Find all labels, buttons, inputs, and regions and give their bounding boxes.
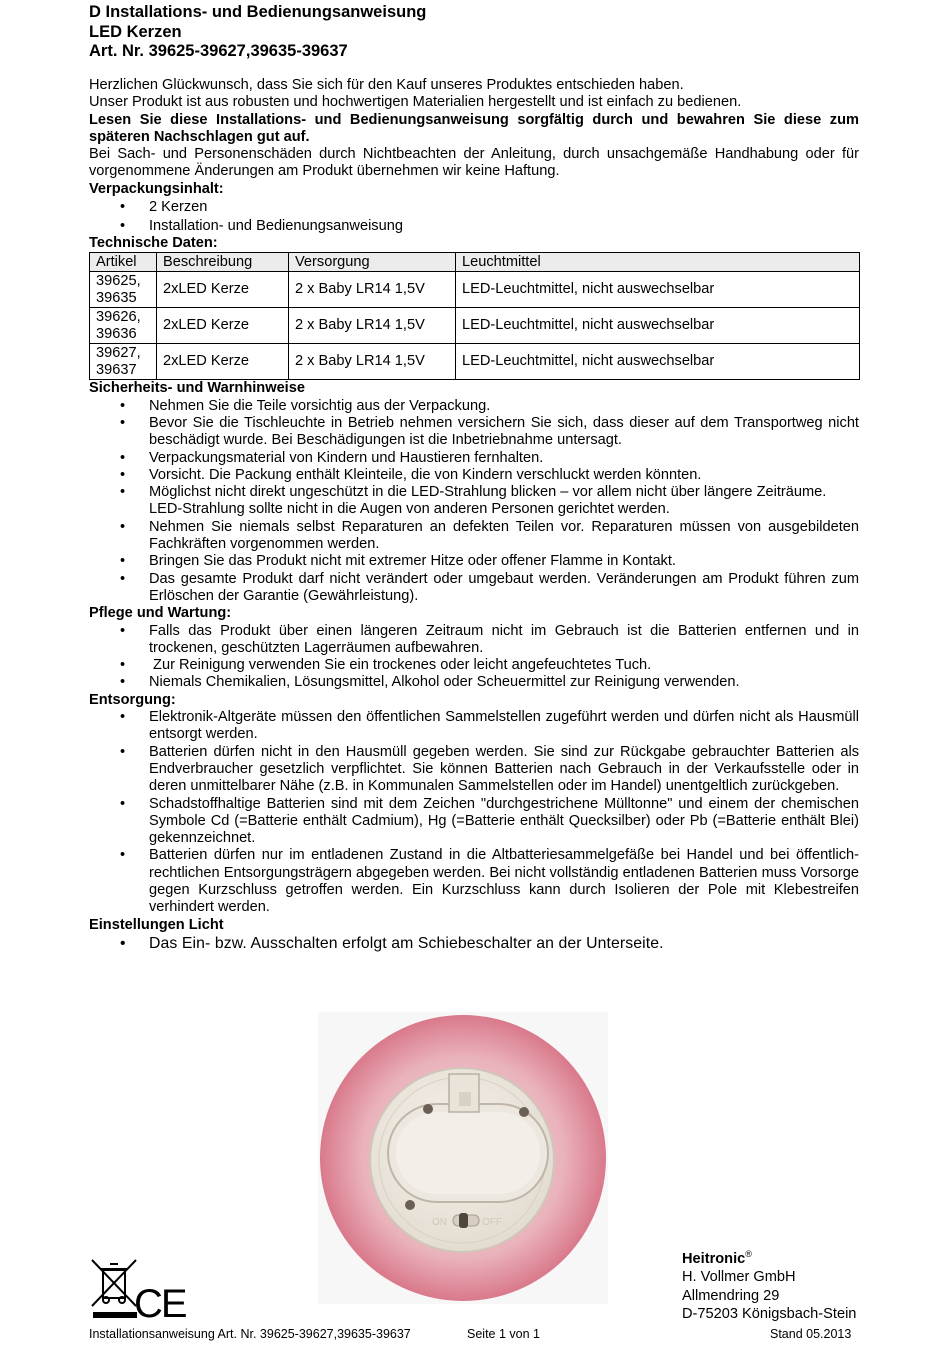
table-cell-article — [90, 308, 157, 344]
article-number: 39636 — [96, 325, 137, 342]
intro-paragraph-2: Unser Produkt ist aus robusten und hochwertigen Materialien hergestellt und ist einfach zu bedienen. — [89, 94, 742, 111]
disposal-list — [89, 709, 859, 917]
table-row — [90, 344, 860, 380]
article-number: 39635 — [96, 289, 137, 306]
company-street: Allmendring 29 — [682, 1287, 780, 1304]
package-heading: Verpackungsinhalt: — [89, 180, 224, 197]
document-body — [89, 77, 859, 954]
list-item: • Nehmen Sie die Teile vorsichtig aus der Verpackung. — [89, 398, 859, 415]
list-item: • Niemals Chemikalien, Lösungsmittel, Alkohol oder Scheuermittel zur Reinigung verwenden. — [89, 674, 859, 691]
document-title — [89, 3, 426, 62]
table-row — [90, 308, 860, 344]
table-cell-supply: 2 x Baby LR14 1,5V — [289, 272, 456, 308]
table-header-cell: Beschreibung — [157, 253, 289, 272]
table-header-cell: Versorgung — [289, 253, 456, 272]
brand-name: Heitronic — [682, 1250, 746, 1267]
table-cell-light: LED-Leuchtmittel, nicht auswechselbar — [456, 344, 860, 380]
registered-mark: ® — [745, 1249, 752, 1259]
list-item: • Schadstoffhaltige Batterien sind mit dem Zeichen "durchgestrichene Mülltonne" und einem der chemischen Symbole Cd (=Batterie enthält Cadmium), Hg (=Batterie enthält Quecksilber) oder Pb (=Batterie enthält Blei) gekennzeichnet. — [89, 796, 859, 848]
footer-date: Stand 05.2013 — [770, 1327, 852, 1341]
footer-page-number: Seite 1 von 1 — [467, 1327, 540, 1341]
package-item: • Installation- und Bedienungsanweisung — [89, 217, 859, 236]
care-heading: Pflege und Wartung: — [89, 605, 232, 622]
tech-table — [89, 252, 860, 380]
intro-paragraph-3: Lesen Sie diese Installations- und Bedienungsanweisung sorgfältig durch und bewahren Sie diese zum späteren Nachschlagen gut auf. — [89, 111, 859, 145]
company-name: H. Vollmer GmbH — [682, 1269, 796, 1286]
list-item: • Bevor Sie die Tischleuchte in Betrieb nehmen versichern Sie sich, dass dieser auf dem Transportweg nicht beschädigt wurde. Bei Beschädigungen ist die Inbetriebnahme untersagt. — [89, 415, 859, 450]
list-item: • Bringen Sie das Produkt nicht mit extremer Hitze oder offener Flamme in Kontakt. — [89, 553, 859, 570]
switch-off-label: OFF — [482, 1217, 502, 1228]
candle-bottom-illustration — [318, 1012, 608, 1304]
company-address — [682, 1245, 856, 1324]
light-list — [89, 934, 859, 954]
intro-paragraph-4: Bei Sach- und Personenschäden durch Nichtbeachten der Anleitung, durch unsachgemäße Handhabung oder für vorgenommene Änderungen am Produkt übernehmen wir keine Haftung. — [89, 146, 859, 180]
package-item: • 2 Kerzen — [89, 198, 859, 217]
disposal-heading: Entsorgung: — [89, 691, 176, 708]
company-brand — [682, 1245, 856, 1268]
list-item: • Möglichst nicht direkt ungeschützt in die LED-Strahlung blicken – vor allem nicht über längere Zeiträume. LED-Strahlung sollte nicht in die Augen von anderen Personen gerichtet werden. — [89, 484, 859, 519]
table-cell-light: LED-Leuchtmittel, nicht auswechselbar — [456, 308, 860, 344]
table-cell-supply: 2 x Baby LR14 1,5V — [289, 344, 456, 380]
safety-list — [89, 398, 859, 606]
tech-heading: Technische Daten: — [89, 235, 218, 252]
list-item: • Vorsicht. Die Packung enthält Kleinteile, die von Kindern verschluckt werden könnten. — [89, 467, 859, 484]
title-line-3: Art. Nr. 39625-39627,39635-39637 — [89, 42, 348, 60]
footer-left: Installationsanweisung Art. Nr. 39625-39627,39635-39637 — [89, 1327, 411, 1341]
list-item: • Batterien dürfen nicht in den Hausmüll gegeben werden. Sie sind zur Rückgabe gebrauchter Batterien als Endverbraucher gesetzlich verpflichtet. Sie können Batterien nach Gebrauch in der Verkaufsstelle oder in deren unmittelbarer Nähe (z.B. in Kommunalen Sammelstellen oder im Handel) unentgeltlich zurückgeben. — [89, 744, 859, 796]
light-heading: Einstellungen Licht — [89, 916, 224, 933]
table-row — [90, 272, 860, 308]
table-cell-supply: 2 x Baby LR14 1,5V — [289, 308, 456, 344]
safety-heading: Sicherheits- und Warnhinweise — [89, 380, 305, 397]
list-item: • Falls das Produkt über einen längeren Zeitraum nicht im Gebrauch ist die Batterien entfernen und in trockenen, geschützten Lagerräumen aufbewahren. — [89, 623, 859, 658]
table-cell-description: 2xLED Kerze — [157, 344, 289, 380]
care-list — [89, 623, 859, 692]
article-number: 39627, — [96, 344, 141, 361]
package-list — [89, 198, 859, 235]
list-item: • Zur Reinigung verwenden Sie ein trockenes oder leicht angefeuchtetes Tuch. — [89, 657, 859, 674]
table-cell-description: 2xLED Kerze — [157, 308, 289, 344]
title-line-1: D Installations- und Bedienungsanweisung — [89, 3, 427, 21]
switch-on-label: ON — [432, 1217, 447, 1228]
article-number: 39637 — [96, 361, 137, 378]
compliance-logos — [90, 1258, 190, 1328]
list-item: • Nehmen Sie niemals selbst Reparaturen an defekten Teilen vor. Reparaturen müssen von ausgebildeten Fachkräften vorgenommen werden. — [89, 519, 859, 554]
ce-mark-icon: CE — [134, 1282, 186, 1326]
table-header-cell: Artikel — [90, 253, 157, 272]
list-item: • Elektronik-Altgeräte müssen den öffentlichen Sammelstellen zugeführt werden und dürfen nicht als Hausmüll entsorgt werden. — [89, 709, 859, 744]
intro-paragraph-1: Herzlichen Glückwunsch, dass Sie sich für den Kauf unseres Produktes entschieden haben. — [89, 77, 684, 93]
table-header-cell: Leuchtmittel — [456, 253, 860, 272]
table-cell-article — [90, 272, 157, 308]
article-number: 39625, — [96, 272, 141, 289]
company-city: D-75203 Königsbach-Stein — [682, 1306, 857, 1323]
list-item: • Das Ein- bzw. Ausschalten erfolgt am Schiebeschalter an der Unterseite. — [89, 934, 859, 954]
table-cell-light: LED-Leuchtmittel, nicht auswechselbar — [456, 272, 860, 308]
list-item: • Verpackungsmaterial von Kindern und Haustieren fernhalten. — [89, 450, 859, 467]
list-item: • Batterien dürfen nur im entladenen Zustand in die Altbatteriesammelgefäße bei Handel und bei öffentlich-rechtlichen Entsorgungsträgern abgegeben werden. Bei nicht vollständig entladenen Batterien muss Vorsorge gegen Kurzschluss getroffen werden. Ein Kurzschluss kann durch Isolieren der Pole mit Klebestreifen verhindert werden. — [89, 847, 859, 916]
list-item: • Das gesamte Produkt darf nicht verändert oder umgebaut werden. Veränderungen am Produkt führen zum Erlöschen der Garantie (Gewährleistung). — [89, 571, 859, 606]
table-cell-description: 2xLED Kerze — [157, 272, 289, 308]
title-line-2: LED Kerzen — [89, 22, 182, 41]
article-number: 39626, — [96, 308, 141, 325]
table-header-row — [90, 253, 860, 272]
product-bottom-photo — [318, 1012, 608, 1304]
table-cell-article — [90, 344, 157, 380]
